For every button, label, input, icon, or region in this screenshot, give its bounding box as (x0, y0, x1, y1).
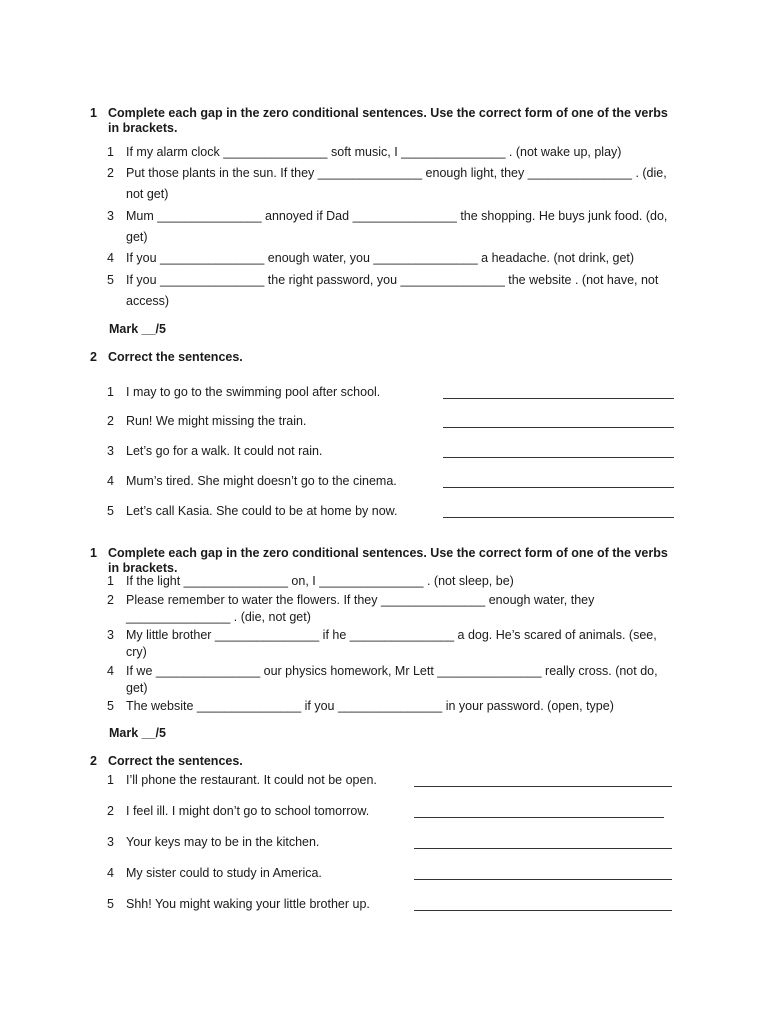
exercise-instruction: Correct the sentences. (108, 754, 243, 768)
item-number: 3 (107, 835, 114, 849)
item-number: 1 (107, 385, 114, 399)
exercise-instruction: Correct the sentences. (108, 350, 243, 364)
item-sentence: If you _______________ the right password, you _______________ the website . (not have, not access) (126, 273, 659, 308)
answer-line[interactable] (443, 427, 674, 428)
item-sentence: Mum’s tired. She might doesn’t go to the cinema. (126, 474, 397, 488)
list-item (107, 698, 672, 715)
correction-item (107, 803, 397, 819)
item-sentence: My little brother _______________ if he _______________ a dog. He’s scared of animals. (see, cry) (126, 628, 657, 659)
item-sentence: Run! We might missing the train. (126, 414, 307, 428)
item-number: 2 (107, 166, 114, 180)
answer-line[interactable] (414, 910, 672, 911)
item-number: 4 (107, 866, 114, 880)
list-item (107, 627, 672, 661)
item-sentence: Let’s call Kasia. She could to be at home by now. (126, 504, 398, 518)
list-item (107, 248, 672, 269)
answer-line[interactable] (414, 786, 672, 787)
item-number: 1 (107, 773, 114, 787)
item-number: 3 (107, 628, 114, 642)
exercise-instruction: Complete each gap in the zero conditional sentences. Use the correct form of one of the verbs in brackets. (108, 546, 668, 575)
item-number: 2 (107, 804, 114, 818)
exercise-number: 2 (90, 350, 97, 364)
item-number: 3 (107, 444, 114, 458)
item-number: 5 (107, 273, 114, 287)
item-number: 4 (107, 664, 114, 678)
item-number: 2 (107, 593, 114, 607)
item-sentence: Please remember to water the flowers. If they _______________ enough water, they _______________ . (die, not get) (126, 593, 595, 624)
item-sentence: Let’s go for a walk. It could not rain. (126, 444, 323, 458)
item-sentence: My sister could to study in America. (126, 866, 322, 880)
correction-item (107, 384, 397, 400)
item-sentence: If the light _______________ on, I _______________ . (not sleep, be) (126, 574, 514, 588)
item-sentence: I’ll phone the restaurant. It could not be open. (126, 773, 377, 787)
list-item (107, 142, 672, 163)
exercise-2-heading (90, 350, 680, 365)
list-item (107, 592, 672, 626)
correction-item (107, 413, 397, 429)
item-sentence: If we _______________ our physics homework, Mr Lett _______________ really cross. (not do, get) (126, 664, 658, 695)
item-number: 1 (107, 574, 114, 588)
correction-item (107, 503, 397, 519)
item-sentence: I feel ill. I might don’t go to school tomorrow. (126, 804, 370, 818)
answer-line[interactable] (443, 517, 674, 518)
item-number: 5 (107, 897, 114, 911)
exercise-number: 1 (90, 106, 97, 120)
item-sentence: Mum _______________ annoyed if Dad _______________ the shopping. He buys junk food. (do, get) (126, 209, 668, 244)
exercise-1-heading (90, 546, 680, 576)
answer-line[interactable] (414, 848, 672, 849)
exercise-2-heading (90, 754, 680, 769)
exercise-instruction: Complete each gap in the zero conditional sentences. Use the correct form of one of the verbs in brackets. (108, 106, 668, 135)
list-item (107, 573, 672, 590)
item-number: 4 (107, 474, 114, 488)
item-sentence: If you _______________ enough water, you _______________ a headache. (not drink, get) (126, 251, 635, 265)
list-item (107, 270, 672, 312)
correction-item (107, 772, 397, 788)
item-sentence: If my alarm clock _______________ soft music, I _______________ . (not wake up, play) (126, 145, 622, 159)
answer-line[interactable] (443, 457, 674, 458)
item-number: 5 (107, 699, 114, 713)
correction-item (107, 896, 397, 912)
answer-line[interactable] (443, 487, 674, 488)
item-number: 5 (107, 504, 114, 518)
exercise-number: 2 (90, 754, 97, 768)
item-number: 4 (107, 251, 114, 265)
answer-line[interactable] (414, 817, 664, 818)
item-number: 2 (107, 414, 114, 428)
item-sentence: Put those plants in the sun. If they _______________ enough light, they _______________ . (die, not get) (126, 166, 667, 201)
exercise-number: 1 (90, 546, 97, 560)
item-number: 1 (107, 145, 114, 159)
correction-item (107, 834, 397, 850)
mark-score: Mark __/5 (109, 322, 166, 336)
answer-line[interactable] (443, 398, 674, 399)
list-item (107, 663, 672, 697)
answer-line[interactable] (414, 879, 672, 880)
item-sentence: The website _______________ if you _______________ in your password. (open, type) (126, 699, 614, 713)
item-sentence: I may to go to the swimming pool after school. (126, 385, 381, 399)
correction-item (107, 473, 397, 489)
item-sentence: Your keys may to be in the kitchen. (126, 835, 320, 849)
correction-item (107, 443, 397, 459)
exercise-1-heading (90, 106, 680, 136)
item-sentence: Shh! You might waking your little brother up. (126, 897, 370, 911)
item-number: 3 (107, 209, 114, 223)
list-item (107, 206, 672, 248)
mark-score: Mark __/5 (109, 726, 166, 740)
list-item (107, 163, 672, 205)
correction-item (107, 865, 397, 881)
